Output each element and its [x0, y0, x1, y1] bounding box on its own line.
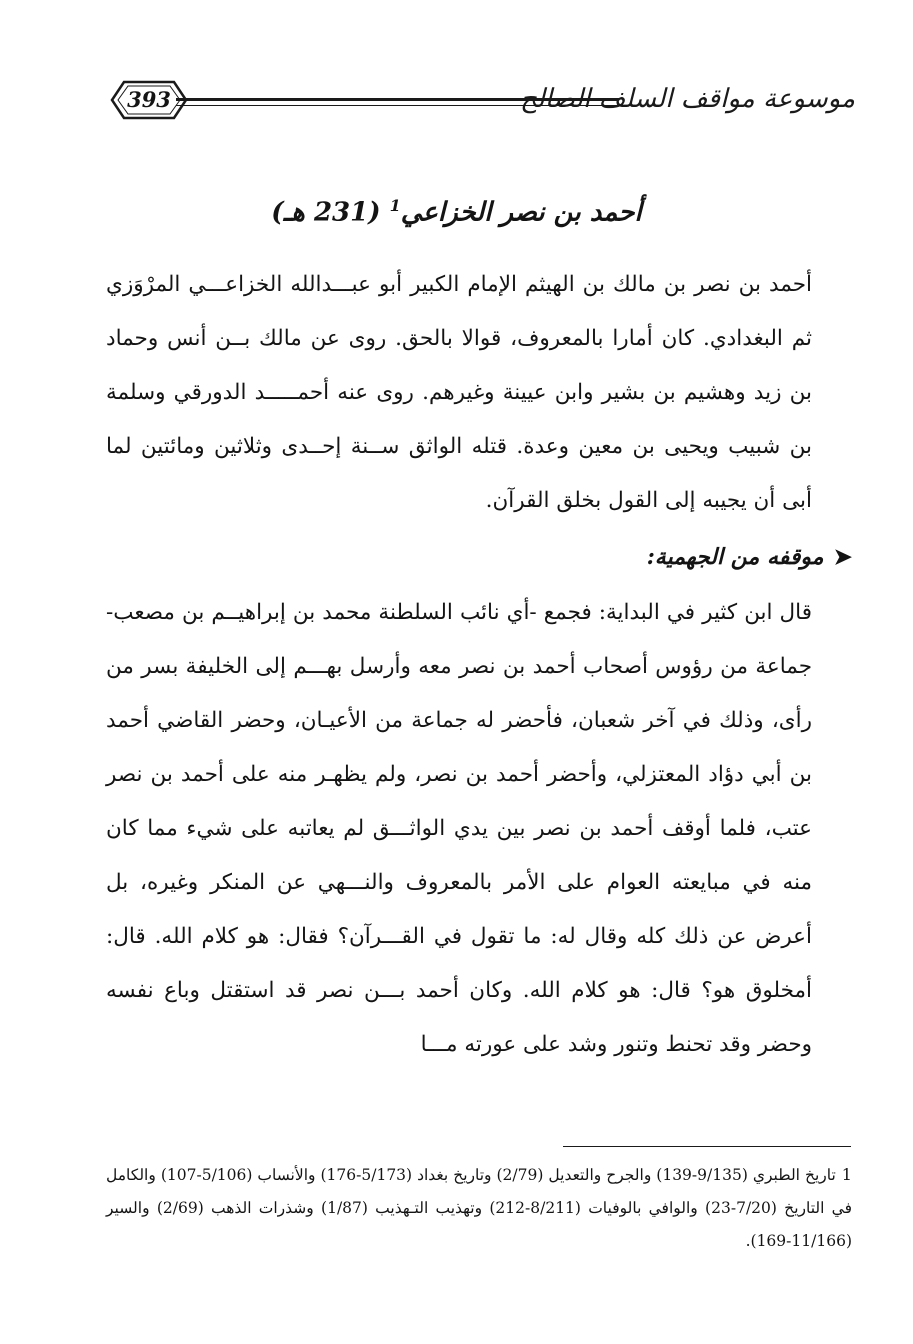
footnote-separator [563, 1146, 851, 1147]
chapter-title-year: (231 هـ) [271, 197, 381, 228]
arrow-bullet-icon: ➤ [833, 544, 852, 570]
footnote-item [106, 1158, 852, 1258]
section-subheading [106, 528, 852, 586]
footnotes [106, 1158, 852, 1258]
paragraph: قال ابن كثير في البداية: فجمع -أي نائب السلطنة محمد بن إبراهيــم بن مصعب- جماعة من رؤوس أصحاب أحمد بن نصر معه وأرسل بهـــم إلى الخليفة بسر من رأى، وذلك في آخر شعبان، فأحضر له جماعة من الأعيـان، وحضر القاضي أحمد بن أبي دؤاد المعتزلي، وأحضر أحمد بن نصر، ولم يظهـر منه على أحمد بن نصر عتب، فلما أوقف أحمد بن نصر بين يدي الواثـــق لم يعاتبه على شيء مما كان منه في مبايعته العوام على الأمر بالمعروف والنـــهي عن المنكر وغيره، بل أعرض عن ذلك كله وقال له: ما تقول في القـــرآن؟ فقال: هو كلام الله. قال: أمخلوق هو؟ قال: هو كلام الله. وكان أحمد بـــن نصر قد استقتل وباع نفسه وحضر وقد تحنط وتنور وشد على عورته مـــا [106, 600, 812, 1057]
page-number: 393 [127, 87, 171, 112]
footnote-reference: 1 [389, 196, 401, 215]
body-text [106, 258, 852, 1072]
paragraph: أحمد بن نصر بن مالك بن الهيثم الإمام الكبير أبو عبـــدالله الخزاعـــي المرْوَزي ثم البغدادي. كان أمارا بالمعروف، قوالا بالحق. روى عن مالك بــن أنس وحماد بن زيد وهشيم بن بشير وابن عيينة وغيرهم. روى عنه أحمـــــد الدورقي وسلمة بن شبيب ويحيى بن معين وعدة. قتله الواثق ســنة إحــدى وثلاثين ومائتين لما أبى أن يجيبه إلى القول بخلق القرآن. [106, 272, 812, 513]
running-header [110, 78, 855, 138]
chapter-title-name: أحمد بن نصر الخزاعي [400, 197, 642, 228]
subheading-text: موقفه من الجهمية: [646, 544, 824, 570]
footnote-text: تاريخ الطبري (9/135-139) والجرح والتعديل (2/79) وتاريخ بغداد (5/173-176) والأنساب (5/106-107) والكامل في التاريخ (7/20-23) والوافي بالوفيات (8/211-212) وتهذيب التـهذيب (1/87) وشذرات الذهب (2/69) والسير (11/166-169). [106, 1166, 852, 1250]
series-title: موسوعة مواقف السلف الصالح [520, 84, 855, 114]
footnote-number: 1 [841, 1165, 852, 1184]
chapter-title [100, 196, 813, 228]
